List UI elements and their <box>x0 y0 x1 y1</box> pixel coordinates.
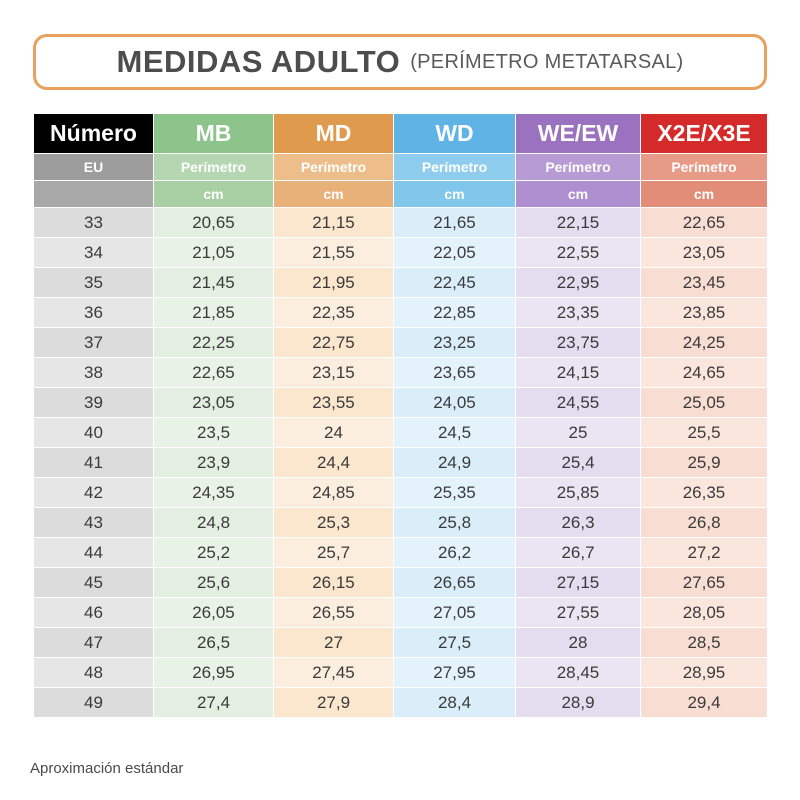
cell-mb: 25,6 <box>154 568 274 598</box>
cell-md: 27,9 <box>274 688 394 718</box>
cell-md: 26,15 <box>274 568 394 598</box>
cell-mb: 23,9 <box>154 448 274 478</box>
cell-x2e: 23,05 <box>641 238 768 268</box>
cell-md: 27,45 <box>274 658 394 688</box>
cell-eu: 43 <box>34 508 154 538</box>
cell-x2e: 27,65 <box>641 568 768 598</box>
table-row <box>34 448 768 478</box>
cell-eu: 37 <box>34 328 154 358</box>
cell-wd: 27,05 <box>394 598 516 628</box>
table-row <box>34 658 768 688</box>
table-row <box>34 538 768 568</box>
cell-md: 21,55 <box>274 238 394 268</box>
table-header-row-unit-label <box>34 154 768 181</box>
cell-mb: 25,2 <box>154 538 274 568</box>
cell-x2e: 22,65 <box>641 208 768 238</box>
subheader-eu-unit <box>34 181 154 208</box>
table-row <box>34 298 768 328</box>
cell-wd: 23,25 <box>394 328 516 358</box>
cell-eu: 44 <box>34 538 154 568</box>
cell-wd: 27,5 <box>394 628 516 658</box>
cell-mb: 24,8 <box>154 508 274 538</box>
table-row <box>34 418 768 448</box>
cell-mb: 22,65 <box>154 358 274 388</box>
subheader-wd-perimetro: Perímetro <box>394 154 516 181</box>
cell-wd: 25,8 <box>394 508 516 538</box>
cell-eu: 36 <box>34 298 154 328</box>
cell-x2e: 26,8 <box>641 508 768 538</box>
cell-mb: 21,05 <box>154 238 274 268</box>
cell-eu: 39 <box>34 388 154 418</box>
cell-wd: 22,85 <box>394 298 516 328</box>
cell-wd: 25,35 <box>394 478 516 508</box>
cell-md: 24,4 <box>274 448 394 478</box>
column-header-wd: WD <box>394 114 516 154</box>
subheader-x2e-unit: cm <box>641 181 768 208</box>
cell-we: 23,75 <box>516 328 641 358</box>
subheader-mb-perimetro: Perímetro <box>154 154 274 181</box>
cell-x2e: 26,35 <box>641 478 768 508</box>
cell-md: 25,7 <box>274 538 394 568</box>
cell-md: 25,3 <box>274 508 394 538</box>
cell-we: 28 <box>516 628 641 658</box>
cell-md: 24 <box>274 418 394 448</box>
cell-wd: 22,05 <box>394 238 516 268</box>
cell-x2e: 27,2 <box>641 538 768 568</box>
column-header-numero: Número <box>34 114 154 154</box>
cell-eu: 45 <box>34 568 154 598</box>
cell-we: 27,15 <box>516 568 641 598</box>
cell-x2e: 29,4 <box>641 688 768 718</box>
cell-eu: 48 <box>34 658 154 688</box>
subheader-md-unit: cm <box>274 181 394 208</box>
cell-mb: 21,45 <box>154 268 274 298</box>
title-banner <box>33 34 767 90</box>
cell-we: 27,55 <box>516 598 641 628</box>
cell-we: 22,15 <box>516 208 641 238</box>
footnote: Aproximación estándar <box>30 760 184 777</box>
cell-wd: 24,5 <box>394 418 516 448</box>
table-row <box>34 688 768 718</box>
cell-eu: 41 <box>34 448 154 478</box>
subheader-we-perimetro: Perímetro <box>516 154 641 181</box>
table-row <box>34 388 768 418</box>
table-row <box>34 328 768 358</box>
cell-eu: 35 <box>34 268 154 298</box>
cell-wd: 26,2 <box>394 538 516 568</box>
table-header-row-main <box>34 114 768 154</box>
cell-md: 27 <box>274 628 394 658</box>
cell-x2e: 23,45 <box>641 268 768 298</box>
cell-we: 25 <box>516 418 641 448</box>
cell-we: 28,9 <box>516 688 641 718</box>
cell-md: 24,85 <box>274 478 394 508</box>
cell-eu: 34 <box>34 238 154 268</box>
cell-we: 28,45 <box>516 658 641 688</box>
subheader-eu: EU <box>34 154 154 181</box>
cell-x2e: 23,85 <box>641 298 768 328</box>
cell-mb: 20,65 <box>154 208 274 238</box>
cell-wd: 22,45 <box>394 268 516 298</box>
cell-x2e: 28,95 <box>641 658 768 688</box>
column-header-md: MD <box>274 114 394 154</box>
cell-wd: 21,65 <box>394 208 516 238</box>
cell-x2e: 28,5 <box>641 628 768 658</box>
cell-we: 25,85 <box>516 478 641 508</box>
cell-eu: 40 <box>34 418 154 448</box>
cell-x2e: 25,9 <box>641 448 768 478</box>
cell-mb: 26,95 <box>154 658 274 688</box>
cell-eu: 49 <box>34 688 154 718</box>
size-table <box>33 113 768 718</box>
cell-wd: 23,65 <box>394 358 516 388</box>
cell-we: 24,15 <box>516 358 641 388</box>
table-row <box>34 238 768 268</box>
cell-x2e: 24,25 <box>641 328 768 358</box>
cell-wd: 24,05 <box>394 388 516 418</box>
subheader-md-perimetro: Perímetro <box>274 154 394 181</box>
column-header-we-ew: WE/EW <box>516 114 641 154</box>
cell-mb: 23,5 <box>154 418 274 448</box>
cell-eu: 42 <box>34 478 154 508</box>
cell-md: 22,75 <box>274 328 394 358</box>
cell-x2e: 25,5 <box>641 418 768 448</box>
cell-md: 23,15 <box>274 358 394 388</box>
cell-md: 26,55 <box>274 598 394 628</box>
column-header-x2e-x3e: X2E/X3E <box>641 114 768 154</box>
subheader-mb-unit: cm <box>154 181 274 208</box>
cell-we: 25,4 <box>516 448 641 478</box>
subheader-we-unit: cm <box>516 181 641 208</box>
cell-md: 23,55 <box>274 388 394 418</box>
cell-wd: 24,9 <box>394 448 516 478</box>
table-row <box>34 268 768 298</box>
cell-we: 22,95 <box>516 268 641 298</box>
cell-mb: 22,25 <box>154 328 274 358</box>
cell-mb: 21,85 <box>154 298 274 328</box>
table-row <box>34 628 768 658</box>
cell-we: 23,35 <box>516 298 641 328</box>
cell-mb: 26,5 <box>154 628 274 658</box>
cell-mb: 27,4 <box>154 688 274 718</box>
cell-eu: 33 <box>34 208 154 238</box>
table-row <box>34 598 768 628</box>
table-row <box>34 478 768 508</box>
cell-mb: 26,05 <box>154 598 274 628</box>
cell-wd: 26,65 <box>394 568 516 598</box>
column-header-mb: MB <box>154 114 274 154</box>
size-table-container <box>33 113 767 718</box>
cell-we: 26,7 <box>516 538 641 568</box>
cell-mb: 23,05 <box>154 388 274 418</box>
cell-we: 22,55 <box>516 238 641 268</box>
page-subtitle: (PERÍMETRO METATARSAL) <box>410 50 684 73</box>
cell-we: 26,3 <box>516 508 641 538</box>
cell-wd: 28,4 <box>394 688 516 718</box>
table-row <box>34 508 768 538</box>
table-row <box>34 568 768 598</box>
cell-eu: 47 <box>34 628 154 658</box>
cell-eu: 46 <box>34 598 154 628</box>
subheader-wd-unit: cm <box>394 181 516 208</box>
cell-we: 24,55 <box>516 388 641 418</box>
cell-mb: 24,35 <box>154 478 274 508</box>
table-header-row-unit <box>34 181 768 208</box>
cell-x2e: 25,05 <box>641 388 768 418</box>
cell-x2e: 28,05 <box>641 598 768 628</box>
table-body <box>34 208 768 718</box>
table-row <box>34 358 768 388</box>
cell-wd: 27,95 <box>394 658 516 688</box>
cell-x2e: 24,65 <box>641 358 768 388</box>
table-row <box>34 208 768 238</box>
cell-md: 21,15 <box>274 208 394 238</box>
cell-eu: 38 <box>34 358 154 388</box>
cell-md: 21,95 <box>274 268 394 298</box>
page-title: MEDIDAS ADULTO <box>116 44 401 79</box>
cell-md: 22,35 <box>274 298 394 328</box>
subheader-x2e-perimetro: Perímetro <box>641 154 768 181</box>
